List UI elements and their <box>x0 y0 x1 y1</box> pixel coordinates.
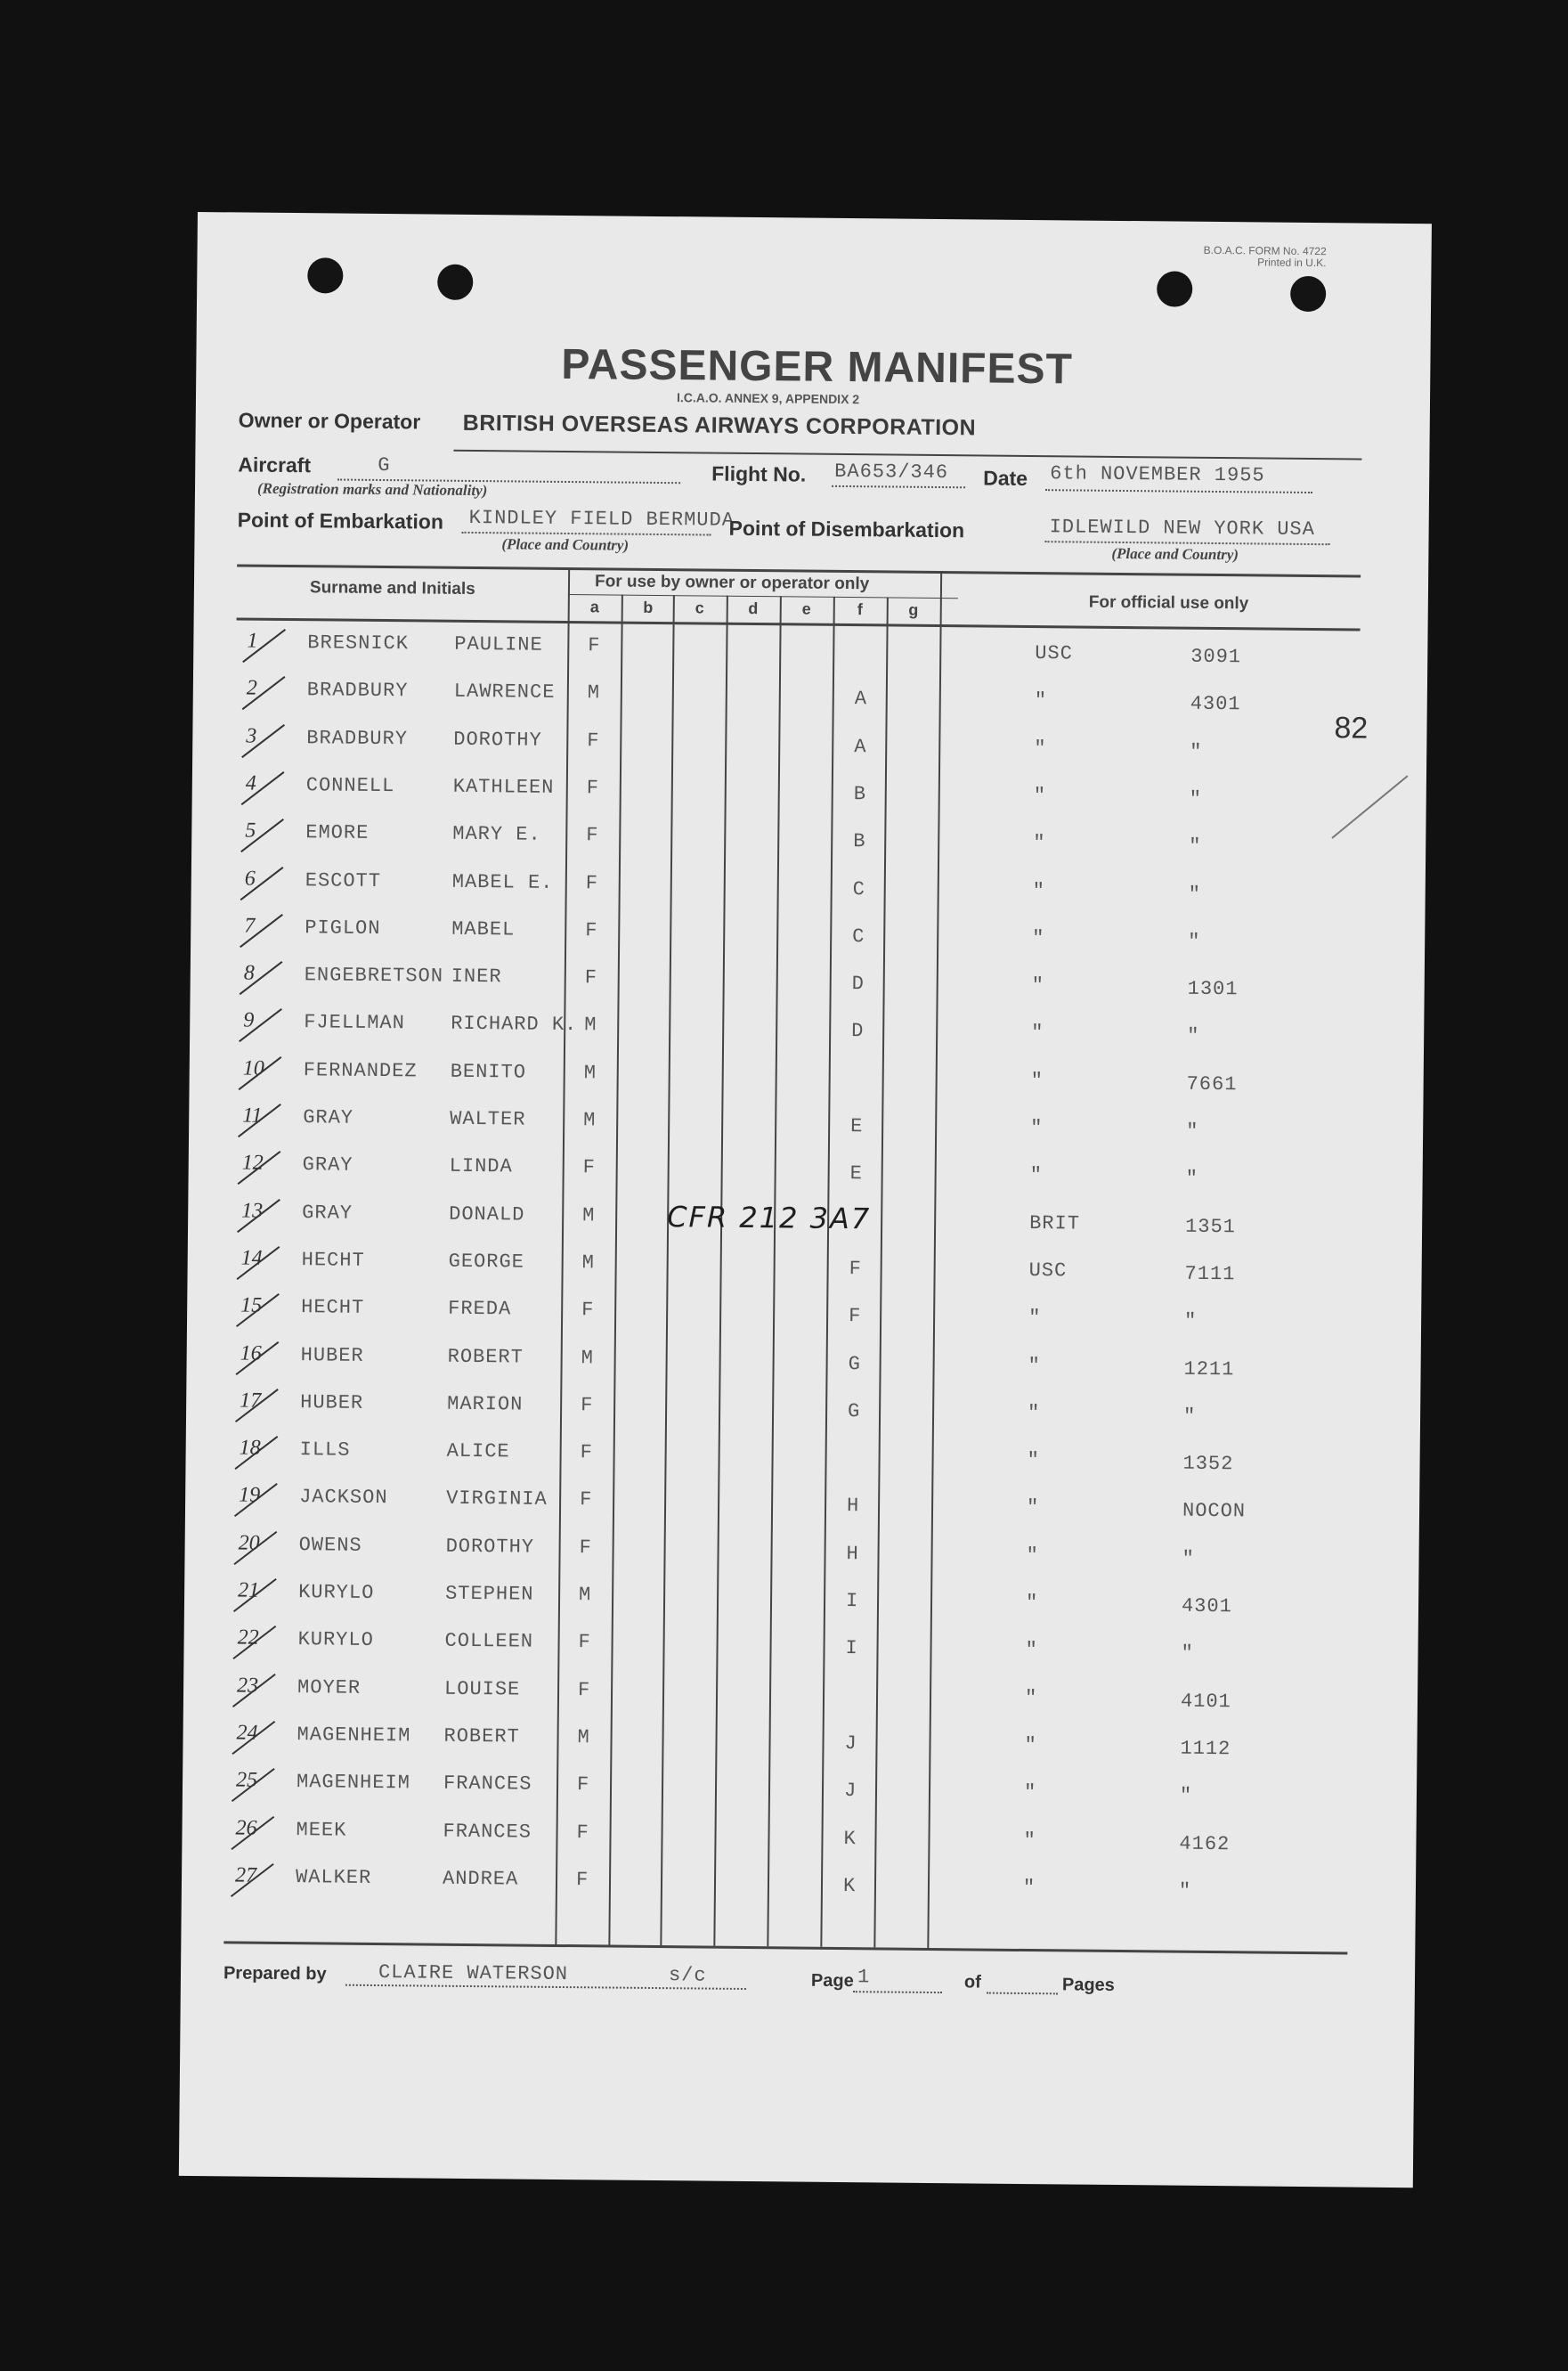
official-code-cell: 1301 <box>1187 977 1239 1001</box>
first-name-cell: GEORGE <box>448 1250 525 1274</box>
punch-hole-3 <box>1157 271 1192 306</box>
manifest-sheet <box>179 212 1432 2188</box>
official-code-cell: " <box>1181 1642 1194 1665</box>
first-name-cell: ALICE <box>446 1439 510 1463</box>
sex-cell: F <box>585 919 598 942</box>
surname-cell: ENGEBRETSON <box>304 964 444 988</box>
official-header: For official use only <box>1088 592 1249 614</box>
official-code-cell: " <box>1189 787 1203 811</box>
group-cell: G <box>847 1400 861 1423</box>
sex-cell: F <box>578 1631 591 1654</box>
first-name-cell: RICHARD K. <box>451 1012 578 1037</box>
row-number: 8 <box>243 961 255 985</box>
sex-cell: M <box>577 1726 590 1749</box>
first-name-cell: BENITO <box>450 1060 527 1084</box>
date-rule <box>1045 489 1312 493</box>
row-number: 1 <box>247 629 258 653</box>
table-bottom-rule <box>223 1941 1347 1954</box>
row-number: 10 <box>242 1056 264 1080</box>
nationality-cell: " <box>1024 1733 1037 1757</box>
official-code-cell: " <box>1186 1120 1199 1143</box>
prepared-label: Prepared by <box>223 1963 327 1984</box>
official-code-cell: 1211 <box>1183 1357 1235 1381</box>
page-label: Page <box>810 1970 854 1992</box>
sex-cell: M <box>581 1347 594 1370</box>
nationality-cell: " <box>1033 785 1047 808</box>
nationality-cell: " <box>1033 832 1046 855</box>
surname-cell: JACKSON <box>299 1486 388 1510</box>
nationality-cell: " <box>1034 737 1047 761</box>
sex-cell: F <box>577 1679 591 1702</box>
sex-cell: M <box>583 1062 597 1085</box>
nationality-cell: " <box>1031 974 1045 998</box>
first-name-cell: MABEL E. <box>451 870 554 894</box>
row-number: 17 <box>240 1389 262 1413</box>
date-label: Date <box>983 466 1028 490</box>
group-cell: B <box>853 783 867 806</box>
sex-cell: F <box>585 872 599 895</box>
form-stamp-line2: Printed in U.K. <box>1257 256 1327 270</box>
first-name-cell: DOROTHY <box>453 728 542 752</box>
group-cell: J <box>843 1780 857 1803</box>
flight-label: Flight No. <box>711 461 807 486</box>
surname-cell: KURYLO <box>298 1581 375 1604</box>
row-number: 2 <box>246 676 257 700</box>
surname-cell: WALKER <box>295 1866 372 1889</box>
nationality-cell: " <box>1023 1829 1036 1853</box>
of-rule <box>987 1992 1058 1995</box>
row-number: 20 <box>238 1531 260 1555</box>
official-code-cell: 3091 <box>1190 645 1242 669</box>
sex-cell: F <box>586 777 600 800</box>
owner-col-head-a: a <box>589 598 599 616</box>
first-name-cell: WALTER <box>450 1107 526 1131</box>
first-name-cell: STEPHEN <box>445 1582 534 1606</box>
row-number: 11 <box>242 1104 263 1128</box>
sex-cell: F <box>584 966 598 990</box>
punch-hole-1 <box>307 257 343 293</box>
nationality-cell: USC <box>1028 1259 1068 1283</box>
row-number: 5 <box>245 819 256 843</box>
first-name-cell: FRANCES <box>443 1820 532 1844</box>
row-number: 9 <box>243 1008 255 1032</box>
row-number: 24 <box>236 1721 258 1745</box>
surname-cell: FJELLMAN <box>304 1011 406 1035</box>
row-number: 14 <box>240 1246 263 1270</box>
official-code-cell: 4301 <box>1190 692 1241 716</box>
surname-cell: HECHT <box>301 1249 365 1272</box>
nationality-cell: " <box>1022 1876 1036 1900</box>
first-name-cell: ROBERT <box>447 1345 524 1369</box>
surname-cell: HECHT <box>301 1296 365 1319</box>
group-cell: I <box>845 1590 859 1613</box>
row-number: 4 <box>245 771 256 795</box>
surname-cell: ESCOTT <box>305 869 382 893</box>
nationality-cell: " <box>1028 1307 1042 1330</box>
sex-cell: F <box>581 1394 594 1417</box>
official-code-cell: 7111 <box>1184 1262 1236 1286</box>
nationality-cell: " <box>1025 1638 1038 1662</box>
disembark-rule <box>1044 541 1329 545</box>
row-number: 21 <box>238 1578 260 1602</box>
group-cell: C <box>852 878 866 901</box>
flight-value: BA653/346 <box>834 460 949 485</box>
row-number: 26 <box>235 1816 257 1840</box>
group-cell: E <box>849 1162 863 1186</box>
first-name-cell: FRANCES <box>443 1772 532 1796</box>
first-name-cell: LOUISE <box>443 1677 521 1701</box>
surname-cell: GRAY <box>302 1153 353 1177</box>
prepared-value: CLAIRE WATERSON <box>378 1961 569 1986</box>
row-number: 16 <box>240 1341 262 1365</box>
owner-col-head-f: f <box>857 600 863 619</box>
first-name-cell: MABEL <box>451 917 516 941</box>
nationality-cell: " <box>1024 1686 1038 1710</box>
surname-cell: PIGLON <box>305 917 381 941</box>
group-cell: F <box>849 1258 862 1281</box>
aircraft-note: (Registration marks and Nationality) <box>256 479 488 500</box>
table-row <box>182 1865 1339 1923</box>
group-cell: K <box>842 1875 857 1898</box>
nationality-cell: " <box>1034 689 1048 713</box>
row-number: 22 <box>237 1625 259 1650</box>
sex-cell: F <box>581 1299 595 1322</box>
group-cell: A <box>854 736 867 759</box>
row-number: 19 <box>239 1483 261 1507</box>
sex-cell: M <box>578 1584 592 1607</box>
official-code-cell: " <box>1190 740 1203 763</box>
sex-cell: M <box>587 681 601 705</box>
disembark-note: (Place and Country) <box>1111 544 1239 564</box>
nationality-cell: " <box>1023 1780 1037 1805</box>
sex-cell: F <box>580 1488 593 1511</box>
sex-cell: F <box>586 824 599 847</box>
surname-cell: HUBER <box>300 1391 364 1414</box>
embark-rule <box>462 532 711 536</box>
surname-cell: MAGENHEIM <box>296 1771 411 1795</box>
owner-col-head-g: g <box>908 600 919 619</box>
group-cell: A <box>854 688 868 711</box>
surname-cell: CONNELL <box>305 774 395 798</box>
group-cell: J <box>844 1732 857 1756</box>
first-name-cell: ANDREA <box>442 1867 519 1891</box>
first-name-cell: KATHLEEN <box>452 775 555 799</box>
nationality-cell: " <box>1032 927 1045 950</box>
official-code-cell: " <box>1187 1024 1200 1047</box>
table-column-rules <box>198 212 1432 224</box>
row-number: 23 <box>236 1674 259 1698</box>
group-cell: H <box>846 1543 859 1566</box>
group-cell: K <box>843 1828 857 1851</box>
surname-cell: EMORE <box>305 821 370 844</box>
row-number: 25 <box>235 1768 258 1792</box>
owner-use-header: For use by owner or operator only <box>594 572 870 594</box>
official-code-cell: 1351 <box>1184 1215 1237 1239</box>
owner-col-head-d: d <box>748 599 759 618</box>
row-number: 18 <box>239 1436 261 1460</box>
handwritten-annotation: CFR 212 3A7 <box>667 1200 872 1236</box>
header-bottom-rule <box>237 617 1361 631</box>
group-cell: C <box>852 925 865 949</box>
page-value: 1 <box>857 1966 871 1989</box>
page-subtitle: I.C.A.O. ANNEX 9, APPENDIX 2 <box>676 390 860 407</box>
group-cell: E <box>850 1115 864 1138</box>
sex-cell: F <box>580 1441 593 1464</box>
date-value: 6th NOVEMBER 1955 <box>1050 462 1265 487</box>
prepared-suffix: s/c <box>668 1964 707 1987</box>
punch-hole-4 <box>1290 276 1326 312</box>
first-name-cell: PAULINE <box>454 632 543 656</box>
nationality-cell: BRIT <box>1029 1212 1081 1235</box>
sex-cell: M <box>584 1014 597 1037</box>
nationality-cell: USC <box>1035 642 1074 665</box>
sex-cell: F <box>582 1156 597 1179</box>
first-name-cell: COLLEEN <box>444 1629 534 1653</box>
official-code-cell: 1112 <box>1180 1737 1231 1761</box>
official-code-cell: 4101 <box>1180 1690 1231 1714</box>
official-code-cell: " <box>1185 1167 1198 1190</box>
surname-cell: GRAY <box>302 1202 353 1225</box>
official-code-cell: " <box>1178 1879 1192 1903</box>
official-code-cell: " <box>1188 883 1202 906</box>
surname-cell: ILLS <box>299 1438 351 1462</box>
official-code-cell: " <box>1188 930 1201 953</box>
nationality-cell: " <box>1029 1164 1043 1187</box>
pages-label: Pages <box>1061 1975 1115 1995</box>
row-number: 7 <box>244 914 256 938</box>
first-name-cell: ROBERT <box>443 1724 520 1748</box>
first-name-cell: DONALD <box>449 1202 525 1226</box>
surname-cell: MEEK <box>296 1819 347 1842</box>
group-cell: H <box>846 1495 860 1518</box>
first-name-cell: INER <box>451 965 502 989</box>
first-name-cell: LINDA <box>449 1154 513 1178</box>
row-number: 6 <box>244 867 256 891</box>
official-code-cell: " <box>1182 1547 1195 1570</box>
row-number: 12 <box>241 1151 264 1175</box>
group-cell: D <box>851 973 865 996</box>
sex-cell: M <box>583 1109 597 1132</box>
nationality-cell: " <box>1030 1070 1044 1093</box>
owner-col-head-c: c <box>695 599 704 617</box>
surname-cell: FERNANDEZ <box>303 1059 418 1083</box>
sex-cell: F <box>575 1869 589 1892</box>
form-stamp <box>1203 245 1326 269</box>
row-number: 3 <box>246 724 257 748</box>
row-number: 15 <box>240 1293 263 1317</box>
owner-col-head-e: e <box>801 599 811 618</box>
group-cell: I <box>845 1637 858 1660</box>
form-stamp-line1: B.O.A.C. FORM No. 4722 <box>1203 243 1327 258</box>
group-cell: G <box>848 1353 861 1376</box>
first-name-cell: FREDA <box>448 1297 512 1321</box>
surname-cell: HUBER <box>300 1344 364 1367</box>
of-label: of <box>963 1972 981 1992</box>
nationality-cell: " <box>1026 1496 1040 1520</box>
surname-cell: BRESNICK <box>307 631 410 656</box>
sex-cell: F <box>576 1773 590 1797</box>
punch-hole-2 <box>437 265 473 300</box>
page-title: PASSENGER MANIFEST <box>561 340 1074 394</box>
first-name-cell: LAWRENCE <box>453 680 556 704</box>
page-rule <box>853 1991 942 1993</box>
sex-cell: F <box>588 634 601 657</box>
official-code-cell: " <box>1183 1309 1198 1332</box>
official-code-cell: NOCON <box>1182 1499 1247 1523</box>
nationality-cell: " <box>1025 1592 1039 1615</box>
row-number: 27 <box>234 1863 257 1887</box>
owner-rule <box>453 450 1361 460</box>
group-cell: D <box>851 1020 865 1043</box>
first-name-cell: MARY E. <box>452 822 541 846</box>
official-code-cell: " <box>1182 1405 1197 1428</box>
nationality-cell: " <box>1028 1355 1041 1378</box>
aircraft-value: G <box>378 453 391 477</box>
surname-cell: MOYER <box>297 1676 362 1699</box>
sex-cell: F <box>576 1821 589 1845</box>
official-code-cell: 1352 <box>1182 1452 1234 1476</box>
sex-cell: M <box>581 1251 596 1275</box>
surname-cell: BRADBURY <box>306 679 409 703</box>
row-number: 13 <box>241 1199 264 1223</box>
nationality-cell: " <box>1026 1544 1039 1568</box>
disembark-value: IDLEWILD NEW YORK USA <box>1049 516 1316 542</box>
official-code-cell: 4301 <box>1181 1594 1232 1618</box>
sex-cell: F <box>587 729 600 753</box>
nationality-cell: " <box>1030 1117 1044 1140</box>
owner-col-head-b: b <box>643 598 654 616</box>
first-name-cell: MARION <box>447 1392 524 1416</box>
group-cell: B <box>853 830 866 853</box>
surname-cell: KURYLO <box>297 1628 374 1651</box>
nationality-cell: " <box>1027 1449 1040 1472</box>
official-code-cell: " <box>1179 1784 1193 1807</box>
official-code-cell: 7661 <box>1186 1072 1238 1096</box>
embark-label: Point of Embarkation <box>237 508 444 534</box>
official-code-cell: " <box>1189 835 1202 858</box>
group-cell: F <box>849 1305 862 1328</box>
surname-cell: OWENS <box>298 1534 362 1557</box>
sex-cell: M <box>582 1204 596 1227</box>
owner-value: BRITISH OVERSEAS AIRWAYS CORPORATION <box>462 410 977 441</box>
embark-note: (Place and Country) <box>501 535 630 554</box>
aircraft-label: Aircraft <box>238 452 312 477</box>
nationality-cell: " <box>1027 1402 1041 1425</box>
surname-cell: BRADBURY <box>306 727 409 751</box>
name-header: Surname and Initials <box>309 578 475 599</box>
nationality-cell: " <box>1031 1022 1044 1045</box>
nationality-cell: " <box>1032 880 1046 903</box>
sex-cell: F <box>579 1536 592 1560</box>
flight-rule <box>832 485 965 488</box>
surname-cell: GRAY <box>303 1106 354 1129</box>
side-number: 82 <box>1334 711 1369 746</box>
owner-label: Owner or Operator <box>238 408 421 434</box>
first-name-cell: DOROTHY <box>445 1535 535 1559</box>
disembark-label: Point of Disembarkation <box>728 516 965 542</box>
embark-value: KINDLEY FIELD BERMUDA <box>468 506 735 532</box>
surname-cell: MAGENHEIM <box>297 1723 411 1748</box>
official-code-cell: 4162 <box>1179 1832 1231 1856</box>
first-name-cell: VIRGINIA <box>446 1487 548 1511</box>
